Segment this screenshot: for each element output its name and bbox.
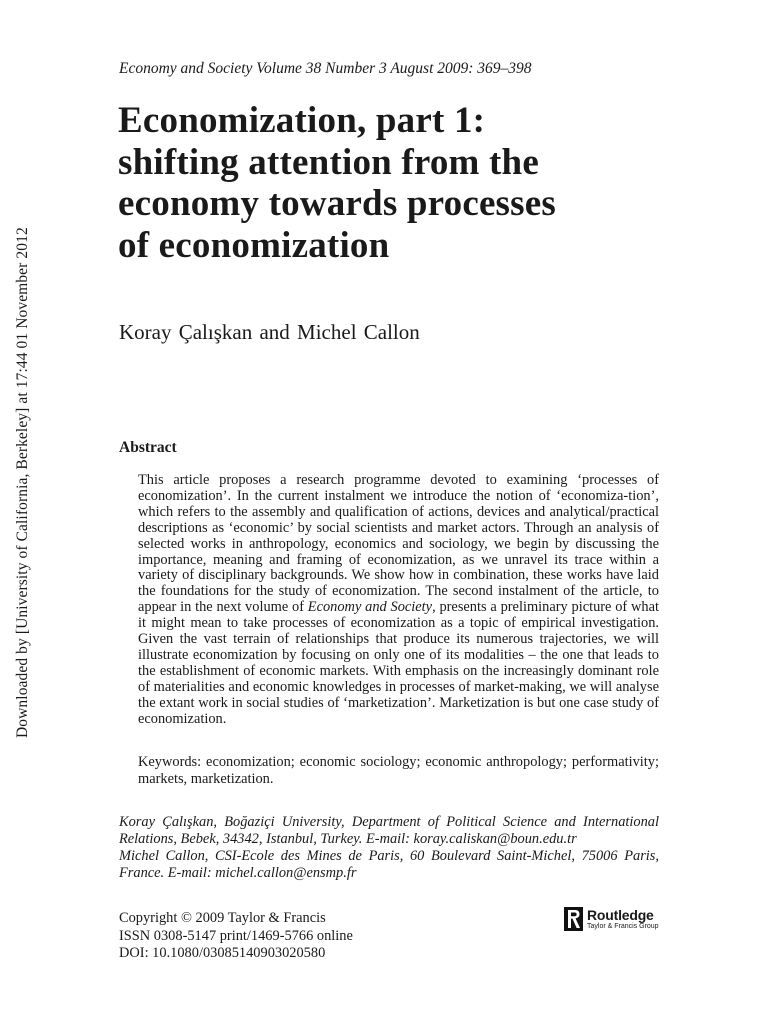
doi-line: DOI: 10.1080/03085140903020580 xyxy=(119,945,326,961)
abstract-text xyxy=(138,473,659,728)
keywords: Keywords: economization; economic sociology; economic anthropology; performativity; markets, marketization. xyxy=(138,754,659,787)
affiliation-caliskan: Koray Çalışkan, Boğaziçi University, Department of Political Science and International Relations, Bebek, 34342, Istanbul, Turkey. E-mail: koray.caliskan@boun.edu.tr xyxy=(119,814,659,847)
author-affiliations xyxy=(119,814,659,882)
publisher-logo xyxy=(564,907,659,931)
title-line: economy towards processes xyxy=(118,183,556,224)
download-stamp: Downloaded by [University of California, Berkeley] at 17:44 01 November 2012 xyxy=(14,227,31,738)
issn-line: ISSN 0308-5147 print/1469-5766 online xyxy=(119,927,353,944)
copyright-line: Copyright © 2009 Taylor & Francis xyxy=(119,910,326,926)
routledge-logo-mark-icon xyxy=(564,907,583,931)
article-title xyxy=(118,100,678,266)
copyright-block xyxy=(119,910,353,963)
abstract-text-part: , presents a preliminary picture of what it might mean to take processes of economization as a topic of empirical investigation. Given the vast terrain of relationships that produce its numerous trajectories, we will illustrate economization by focusing on only one of its modalities – the one that leads to the establishment of economic markets. With emphasis on the increasingly dominant role of materialities and economic knowledges in processes of market-making, we will analyse the extant work in social studies of ‘marketization’. Marketization is but one case study of economization. xyxy=(138,599,659,727)
affiliation-callon: Michel Callon, CSI-Ecole des Mines de Paris, 60 Boulevard Saint-Michel, 75006 Paris, France. E-mail: michel.callon@ensmp.fr xyxy=(119,848,659,881)
journal-citation-line: Economy and Society Volume 38 Number 3 August 2009: 369–398 xyxy=(119,60,532,77)
publisher-name: Routledge xyxy=(587,907,654,923)
abstract-heading: Abstract xyxy=(119,439,177,456)
publisher-wordmark xyxy=(587,908,659,930)
journal-reference: Economy and Society xyxy=(307,599,433,616)
abstract-text-part: This article proposes a research programme devoted to examining ‘processes of economization’. In the current instalment we introduce the notion of ‘economiza-tion’, which refers to the assembly and qualification of actions, devices and analytical/practical descriptions as ‘economic’ by social scientists and market actors. Through an analysis of selected works in anthropology, economics and sociology, we begin by discussing the importance, meaning and framing of economization, as we unravel its trace within a variety of disciplinary backgrounds. We show how in combination, these works have laid the foundations for the study of economization. The second instalment of the article, to appear in the next volume of xyxy=(138,472,659,616)
title-line: of economization xyxy=(118,224,390,266)
title-line: Economization, part 1: xyxy=(118,100,486,141)
title-line: shifting attention from the xyxy=(118,141,539,183)
author-names: Koray Çalışkan and Michel Callon xyxy=(119,320,420,344)
publisher-subtitle: Taylor & Francis Group xyxy=(587,923,659,930)
